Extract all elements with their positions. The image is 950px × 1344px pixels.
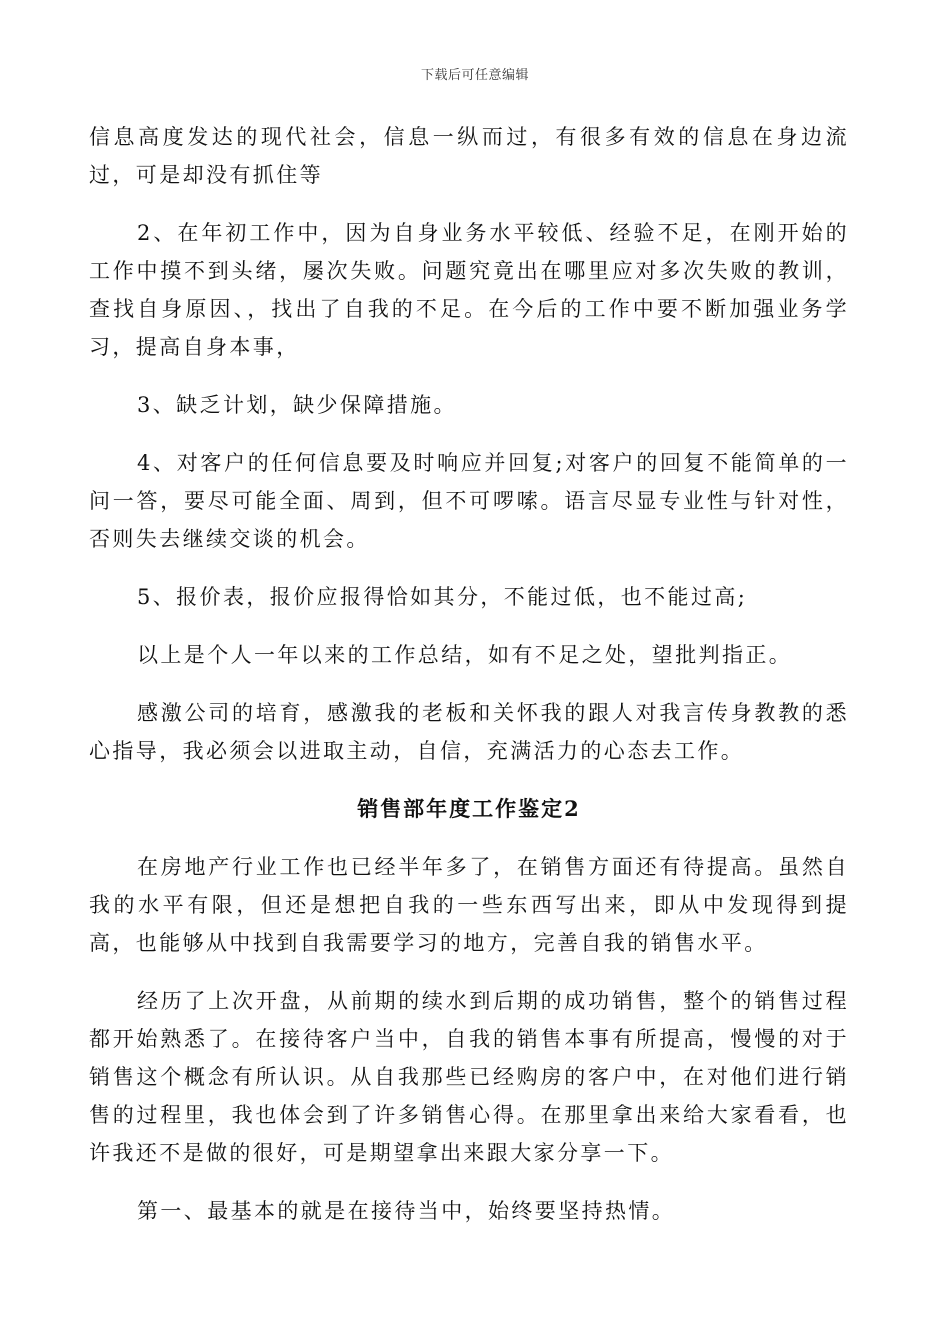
section-title: 销售部年度工作鉴定2 xyxy=(357,796,581,821)
document-body xyxy=(89,118,849,1230)
paragraph-item-5: 5、报价表，报价应报得恰如其分，不能过低，也不能过高; xyxy=(137,585,748,609)
paragraph-item-3: 3、缺乏计划，缺少保障措施。 xyxy=(137,393,457,417)
paragraph-summary: 以上是个人一年以来的工作总结，如有不足之处，望批判指正。 xyxy=(137,643,793,667)
section-paragraph-experience: 经历了上次开盘，从前期的续水到后期的成功销售，整个的销售过程都开始熟悉了。在接待客户当中，自我的销售本事有所提高，慢慢的对于销售这个概念有所认识。从自我那些已经购房的客户中，在对他们进行销售的过程里，我也体会到了许多销售心得。在那里拿出来给大家看看，也许我还不是做的很好，可是期望拿出来跟大家分享一下。 xyxy=(89,989,849,1165)
section-paragraph-first-point: 第一、最基本的就是在接待当中，始终要坚持热情。 xyxy=(137,1199,676,1223)
paragraph-item-2: 2、在年初工作中，因为自身业务水平较低、经验不足，在刚开始的工作中摸不到头绪，屡次失败。问题究竟出在哪里应对多次失败的教训，查找自身原因、，找出了自我的不足。在今后的工作中要不断加强业务学习，提高自身本事， xyxy=(89,221,849,359)
section-paragraph-intro: 在房地产行业工作也已经半年多了，在销售方面还有待提高。虽然自我的水平有限，但还是想把自我的一些东西写出来，即从中发现得到提高，也能够从中找到自我需要学习的地方，完善自我的销售水平。 xyxy=(89,855,849,955)
paragraph-item-4: 4、对客户的任何信息要及时响应并回复;对客户的回复不能简单的一问一答，要尽可能全面、周到，但不可啰嗦。语言尽显专业性与针对性，否则失去继续交谈的机会。 xyxy=(89,451,849,551)
paragraph-continuation: 信息高度发达的现代社会，信息一纵而过，有很多有效的信息在身边流过，可是却没有抓住等 xyxy=(89,125,849,187)
paragraph-thanks: 感激公司的培育，感激我的老板和关怀我的跟人对我言传身教教的悉心指导，我必须会以进取主动，自信，充满活力的心态去工作。 xyxy=(89,701,849,763)
header-note: 下载后可任意编辑 xyxy=(420,68,529,83)
